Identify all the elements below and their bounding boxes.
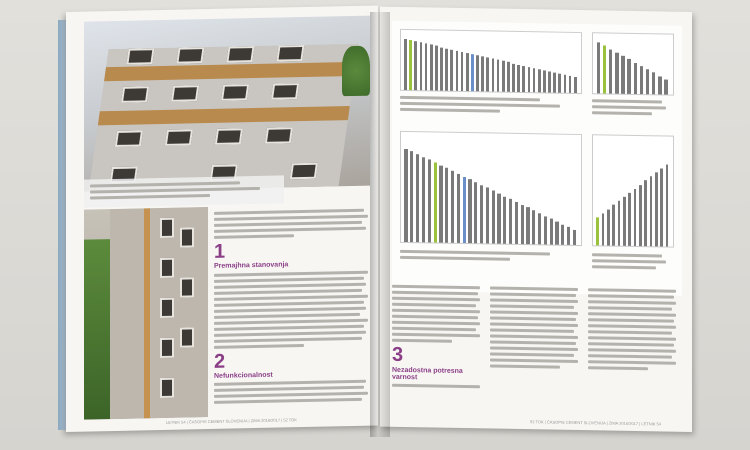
text-line <box>490 346 578 351</box>
chart-bar <box>544 216 547 245</box>
text-line <box>214 227 366 233</box>
caption-line <box>400 250 550 256</box>
chart-bar <box>603 46 606 94</box>
section-number: 3 <box>392 343 404 366</box>
facade-stripe <box>144 208 150 418</box>
caption-line <box>90 187 260 194</box>
window <box>226 46 254 63</box>
chart-bar <box>650 176 653 246</box>
text-line <box>214 344 304 349</box>
text-line <box>490 328 574 332</box>
text-line <box>214 398 362 404</box>
chart-bar <box>639 185 642 246</box>
chart-bar <box>414 41 417 90</box>
chart-bar <box>481 56 484 91</box>
text-line <box>392 384 480 389</box>
chart-bar <box>634 189 637 246</box>
text-line <box>214 386 364 392</box>
window <box>176 47 204 64</box>
caption-line <box>592 111 652 115</box>
chart-bar <box>627 59 630 94</box>
caption-line <box>90 194 210 200</box>
chart-bar <box>652 73 655 95</box>
section-number: 2 <box>214 350 226 373</box>
window <box>180 327 194 347</box>
chart-bar <box>463 177 466 243</box>
window <box>160 338 174 358</box>
chart-bar <box>502 61 505 92</box>
chart-bar <box>434 163 437 243</box>
chart-bar <box>609 49 612 94</box>
chart-bar <box>420 42 423 90</box>
chart-bar <box>503 196 506 243</box>
caption-line <box>400 108 500 113</box>
chart-bar <box>543 70 546 92</box>
chart-caption <box>400 93 580 117</box>
chart-bar <box>430 45 433 91</box>
window <box>126 48 154 65</box>
chart-bar <box>457 174 460 243</box>
page-footer: LETNIK 54 | ČASOPIS CEMENT SLOVENIJA | ZIMA 2016/2017 | 52 TOK <box>166 417 297 425</box>
bar-chart-2 <box>592 32 674 95</box>
text-line <box>214 312 360 318</box>
chart-bar <box>569 76 572 93</box>
chart-bar <box>440 47 443 91</box>
text-line <box>214 221 362 227</box>
chart-bar <box>623 197 626 246</box>
chart-bar <box>528 67 531 92</box>
charts-panel <box>392 21 682 296</box>
chart-bar <box>450 49 453 90</box>
chart-bar <box>574 77 577 93</box>
chart-bar <box>497 193 500 243</box>
chart-bar <box>553 73 556 93</box>
chart-bar <box>509 199 512 244</box>
chart-bar <box>561 224 564 244</box>
text-line <box>588 294 674 299</box>
chart-bar <box>567 227 570 245</box>
chart-bar <box>658 76 661 94</box>
text-line <box>490 286 578 291</box>
chart-bar <box>596 217 599 245</box>
text-line <box>588 312 676 317</box>
page-footer: 53 TOK | ČASOPIS CEMENT SLOVENIJA | ZIMA 2016/2017 | LETNIK 54 <box>530 419 661 427</box>
section-heading: Nezadostna potresna varnost <box>392 366 463 382</box>
window <box>160 298 174 318</box>
text-line <box>214 282 366 288</box>
chart-bar <box>416 154 419 242</box>
window <box>121 86 149 103</box>
window <box>271 83 299 100</box>
bar-chart-1 <box>400 29 582 94</box>
chart-bar <box>410 151 413 242</box>
facade-band <box>104 62 356 81</box>
window <box>180 277 194 297</box>
section-number: 1 <box>214 240 226 263</box>
text-line <box>490 304 574 308</box>
chart-bar <box>512 63 515 92</box>
chart-bar <box>474 182 477 243</box>
chart-bar <box>640 66 643 94</box>
caption-line <box>90 181 240 187</box>
chart-bar <box>538 69 541 92</box>
chart-bar <box>564 75 567 93</box>
text-line <box>490 310 578 315</box>
chart-bar <box>515 202 518 244</box>
chart-bar <box>471 54 474 91</box>
tree <box>342 46 370 97</box>
bar-chart-4 <box>592 134 674 247</box>
photo-caption-box <box>84 175 284 207</box>
chart-bar <box>521 205 524 244</box>
chart-bar <box>612 205 615 246</box>
chart-bar <box>476 55 479 91</box>
text-line <box>490 316 576 321</box>
chart-bar <box>573 230 576 245</box>
text-line <box>392 291 478 296</box>
text-line <box>490 364 560 368</box>
caption-line <box>400 256 510 261</box>
chart-bar <box>517 65 520 92</box>
chart-bar <box>607 209 610 245</box>
text-line <box>588 330 672 334</box>
chart-bar <box>486 58 489 92</box>
magazine-spine <box>370 12 390 437</box>
chart-bar <box>538 213 541 244</box>
window <box>165 129 193 146</box>
text-line <box>588 354 672 358</box>
window <box>276 45 304 62</box>
chart-bar <box>480 185 483 243</box>
apartment-building <box>87 44 358 192</box>
chart-bar <box>621 56 624 94</box>
text-line <box>392 309 480 314</box>
text-line <box>588 306 672 310</box>
window <box>160 218 174 238</box>
text-line <box>214 294 368 300</box>
text-line <box>392 327 476 331</box>
chart-bar <box>634 63 637 94</box>
chart-bar <box>409 40 412 90</box>
chart-bar <box>445 48 448 90</box>
trees <box>84 239 110 420</box>
window <box>160 378 174 398</box>
text-line <box>490 352 574 356</box>
chart-bar <box>497 60 500 92</box>
text-line <box>214 215 368 221</box>
window <box>290 163 318 180</box>
window <box>115 130 143 147</box>
chart-bar <box>486 188 489 244</box>
right-text-column-1 <box>392 282 482 392</box>
text-line <box>392 315 478 320</box>
chart-bar <box>646 69 649 94</box>
chart-bar <box>404 148 407 242</box>
text-line <box>392 285 480 290</box>
chart-bar <box>445 168 448 243</box>
chart-bar <box>666 164 669 246</box>
chart-bar <box>533 68 536 92</box>
right-text-column-2 <box>490 283 580 372</box>
chart-bar <box>644 181 647 247</box>
text-line <box>392 333 480 338</box>
text-line <box>588 318 674 323</box>
chart-bar <box>597 42 600 93</box>
open-magazine <box>58 12 698 440</box>
chart-caption <box>592 250 672 272</box>
chart-bar <box>492 59 495 92</box>
text-line <box>588 300 676 305</box>
text-line <box>214 330 366 336</box>
building-photo-bottom <box>84 207 208 420</box>
chart-bar <box>404 39 407 90</box>
chart-bar <box>532 210 535 244</box>
text-line <box>214 209 364 215</box>
text-line <box>214 276 364 282</box>
text-line <box>588 324 676 329</box>
chart-bar <box>461 52 464 91</box>
chart-bar <box>439 165 442 242</box>
chart-bar <box>456 51 459 91</box>
text-line <box>214 318 368 324</box>
text-line <box>214 234 294 239</box>
chart-bar <box>602 213 605 245</box>
left-page <box>66 5 378 432</box>
bar-chart-3 <box>400 131 582 246</box>
chart-caption <box>592 96 672 118</box>
text-line <box>392 297 480 302</box>
text-line <box>214 270 368 276</box>
window <box>265 127 293 144</box>
caption-line <box>592 105 666 109</box>
text-line <box>490 322 578 327</box>
chart-bar <box>550 219 553 245</box>
text-line <box>214 306 366 312</box>
caption-line <box>400 96 540 101</box>
text-line <box>490 292 576 297</box>
left-text-column <box>214 206 370 407</box>
window <box>171 85 199 102</box>
chart-bar <box>558 74 561 93</box>
text-line <box>392 321 480 326</box>
text-line <box>588 342 674 347</box>
text-line <box>490 298 578 303</box>
right-text-column-3 <box>588 285 678 374</box>
building-photo-top <box>84 16 370 192</box>
chart-bar <box>428 160 431 243</box>
chart-bar <box>655 172 658 246</box>
text-line <box>214 380 366 386</box>
chart-bar <box>660 168 663 246</box>
chart-bar <box>628 193 631 246</box>
window <box>160 258 174 278</box>
section-heading: Nefunkcionalnost <box>214 371 273 380</box>
chart-bar <box>664 79 667 94</box>
text-line <box>588 366 648 370</box>
text-line <box>214 336 362 342</box>
caption-line <box>400 102 560 108</box>
building-facade <box>110 207 208 419</box>
text-line <box>490 340 576 345</box>
chart-bar <box>548 71 551 92</box>
text-line <box>392 339 452 343</box>
text-line <box>214 324 364 330</box>
chart-bar <box>526 208 529 245</box>
chart-bar <box>555 222 558 245</box>
chart-bar <box>466 53 469 91</box>
text-line <box>490 358 578 363</box>
caption-line <box>592 253 662 257</box>
magazine-edge <box>58 20 66 430</box>
text-line <box>588 348 676 353</box>
text-line <box>588 360 676 365</box>
chart-bar <box>522 66 525 92</box>
chart-bar <box>422 157 425 242</box>
caption-line <box>592 259 666 263</box>
window <box>215 128 243 145</box>
caption-line <box>592 99 662 103</box>
chart-bar <box>468 179 471 243</box>
text-line <box>214 300 364 306</box>
text-line <box>490 334 578 339</box>
chart-bar <box>615 52 618 93</box>
section-heading: Premajhna stanovanja <box>214 261 289 270</box>
chart-bar <box>425 44 428 91</box>
chart-bar <box>507 62 510 92</box>
window <box>221 84 249 101</box>
chart-bar <box>618 201 621 246</box>
text-line <box>392 303 476 307</box>
text-line <box>588 288 676 293</box>
chart-bar <box>451 171 454 243</box>
window <box>180 227 194 247</box>
text-line <box>214 392 368 398</box>
caption-line <box>592 265 656 269</box>
chart-bar <box>492 191 495 244</box>
text-line <box>214 288 362 294</box>
chart-bar <box>435 46 438 91</box>
right-page <box>380 7 692 432</box>
chart-caption <box>400 247 580 265</box>
facade-band <box>98 106 350 125</box>
text-line <box>588 336 676 341</box>
